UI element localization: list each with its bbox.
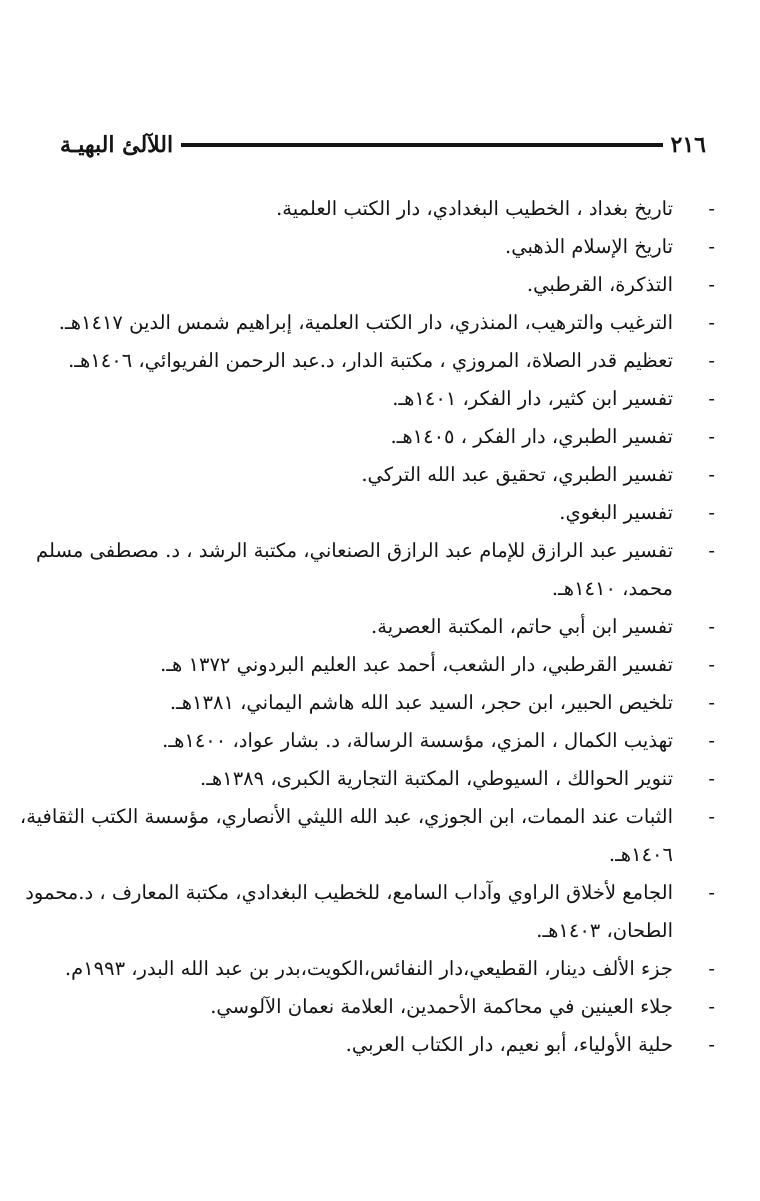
entry-text: تفسير القرطبي، دار الشعب، أحمد عبد العليم البردوني ١٣٧٢ هـ. xyxy=(160,653,673,676)
list-dash: - xyxy=(708,767,715,790)
entry-text: حلية الأولياء، أبو نعيم، دار الكتاب العربي. xyxy=(345,1033,673,1056)
entry-text: الترغيب والترهيب، المنذري، دار الكتب العلمية، إبراهيم شمس الدين ١٤١٧هـ. xyxy=(58,311,673,334)
list-dash: - xyxy=(708,387,715,410)
entry-text: تفسير الطبري، دار الفكر ، ١٤٠٥هـ. xyxy=(390,425,673,448)
bibliography-entry-continuation xyxy=(40,912,715,950)
entry-text: تعظيم قدر الصلاة، المروزي ، مكتبة الدار، د.عبد الرحمن الفريوائي، ١٤٠٦هـ. xyxy=(68,349,673,372)
bibliography-entry xyxy=(36,532,715,570)
bibliography-entry xyxy=(25,874,715,912)
bibliography-entry xyxy=(40,418,715,456)
entry-text: تفسير ابن أبي حاتم، المكتبة العصرية. xyxy=(371,615,673,638)
list-dash: - xyxy=(708,615,715,638)
running-title: اللآلئ البهيـة xyxy=(60,132,174,158)
entry-text: الجامع لأخلاق الراوي وآداب السامع، للخطيب البغدادي، مكتبة المعارف ، د.محمود xyxy=(25,881,673,904)
list-dash: - xyxy=(708,691,715,714)
bibliography-entry xyxy=(40,266,715,304)
list-dash: - xyxy=(708,235,715,258)
bibliography-entry xyxy=(40,228,715,266)
entry-text: ١٤٠٦هـ. xyxy=(608,843,673,866)
list-dash: - xyxy=(708,1033,715,1056)
page-number: ٢١٦ xyxy=(670,132,706,158)
page-header xyxy=(60,128,706,162)
bibliography-entry-continuation xyxy=(40,570,715,608)
bibliography-entry xyxy=(40,380,715,418)
bibliography-entry xyxy=(40,1026,715,1064)
bibliography-entry xyxy=(40,646,715,684)
entry-text: تفسير الطبري، تحقيق عبد الله التركي. xyxy=(361,463,673,486)
list-dash: - xyxy=(708,805,715,828)
list-dash: - xyxy=(708,463,715,486)
entry-text: التذكرة، القرطبي. xyxy=(526,273,673,296)
bibliography-entry xyxy=(40,760,715,798)
entry-text: تلخيص الحبير، ابن حجر، السيد عبد الله هاشم اليماني، ١٣٨١هـ. xyxy=(169,691,673,714)
list-dash: - xyxy=(708,653,715,676)
bibliography-entry xyxy=(40,684,715,722)
entry-text: محمد، ١٤١٠هـ. xyxy=(551,577,673,600)
entry-text: جلاء العينين في محاكمة الأحمدين، العلامة نعمان الآلوسي. xyxy=(210,995,673,1018)
bibliography-entry xyxy=(40,190,715,228)
bibliography-entry xyxy=(40,304,715,342)
bibliography-entry xyxy=(19,798,715,836)
bibliography-entry xyxy=(40,950,715,988)
header-rule xyxy=(181,143,662,147)
entry-text: تفسير عبد الرازق للإمام عبد الرازق الصنعاني، مكتبة الرشد ، د. مصطفى مسلم xyxy=(36,539,673,562)
list-dash: - xyxy=(708,881,715,904)
list-dash: - xyxy=(708,197,715,220)
bibliography-entry-continuation xyxy=(40,836,715,874)
list-dash: - xyxy=(708,501,715,524)
list-dash: - xyxy=(708,729,715,752)
entry-text: جزء الألف دينار، القطيعي،دار النفائس،الكويت،بدر بن عبد الله البدر، ١٩٩٣م. xyxy=(64,957,673,980)
entry-text: تاريخ بغداد ، الخطيب البغدادي، دار الكتب العلمية. xyxy=(276,197,673,220)
bibliography-entry xyxy=(40,608,715,646)
bibliography-entry xyxy=(40,342,715,380)
entry-text: الثبات عند الممات، ابن الجوزي، عبد الله الليثي الأنصاري، مؤسسة الكتب الثقافية، xyxy=(19,805,673,828)
list-dash: - xyxy=(708,995,715,1018)
list-dash: - xyxy=(708,349,715,372)
list-dash: - xyxy=(708,273,715,296)
entry-text: تاريخ الإسلام الذهبي. xyxy=(505,235,673,258)
list-dash: - xyxy=(708,957,715,980)
entry-text: تهذيب الكمال ، المزي، مؤسسة الرسالة، د. بشار عواد، ١٤٠٠هـ. xyxy=(162,729,673,752)
list-dash: - xyxy=(708,425,715,448)
bibliography-entry xyxy=(40,988,715,1026)
list-dash: - xyxy=(708,539,715,562)
bibliography-entry xyxy=(40,722,715,760)
entry-text: تنوير الحوالك ، السيوطي، المكتبة التجارية الكبرى، ١٣٨٩هـ. xyxy=(200,767,673,790)
entry-text: تفسير البغوي. xyxy=(559,501,673,524)
entry-text: تفسير ابن كثير، دار الفكر، ١٤٠١هـ. xyxy=(392,387,673,410)
list-dash: - xyxy=(708,311,715,334)
bibliography-entry xyxy=(40,456,715,494)
entry-text: الطحان، ١٤٠٣هـ. xyxy=(536,919,673,942)
bibliography-entry xyxy=(40,494,715,532)
